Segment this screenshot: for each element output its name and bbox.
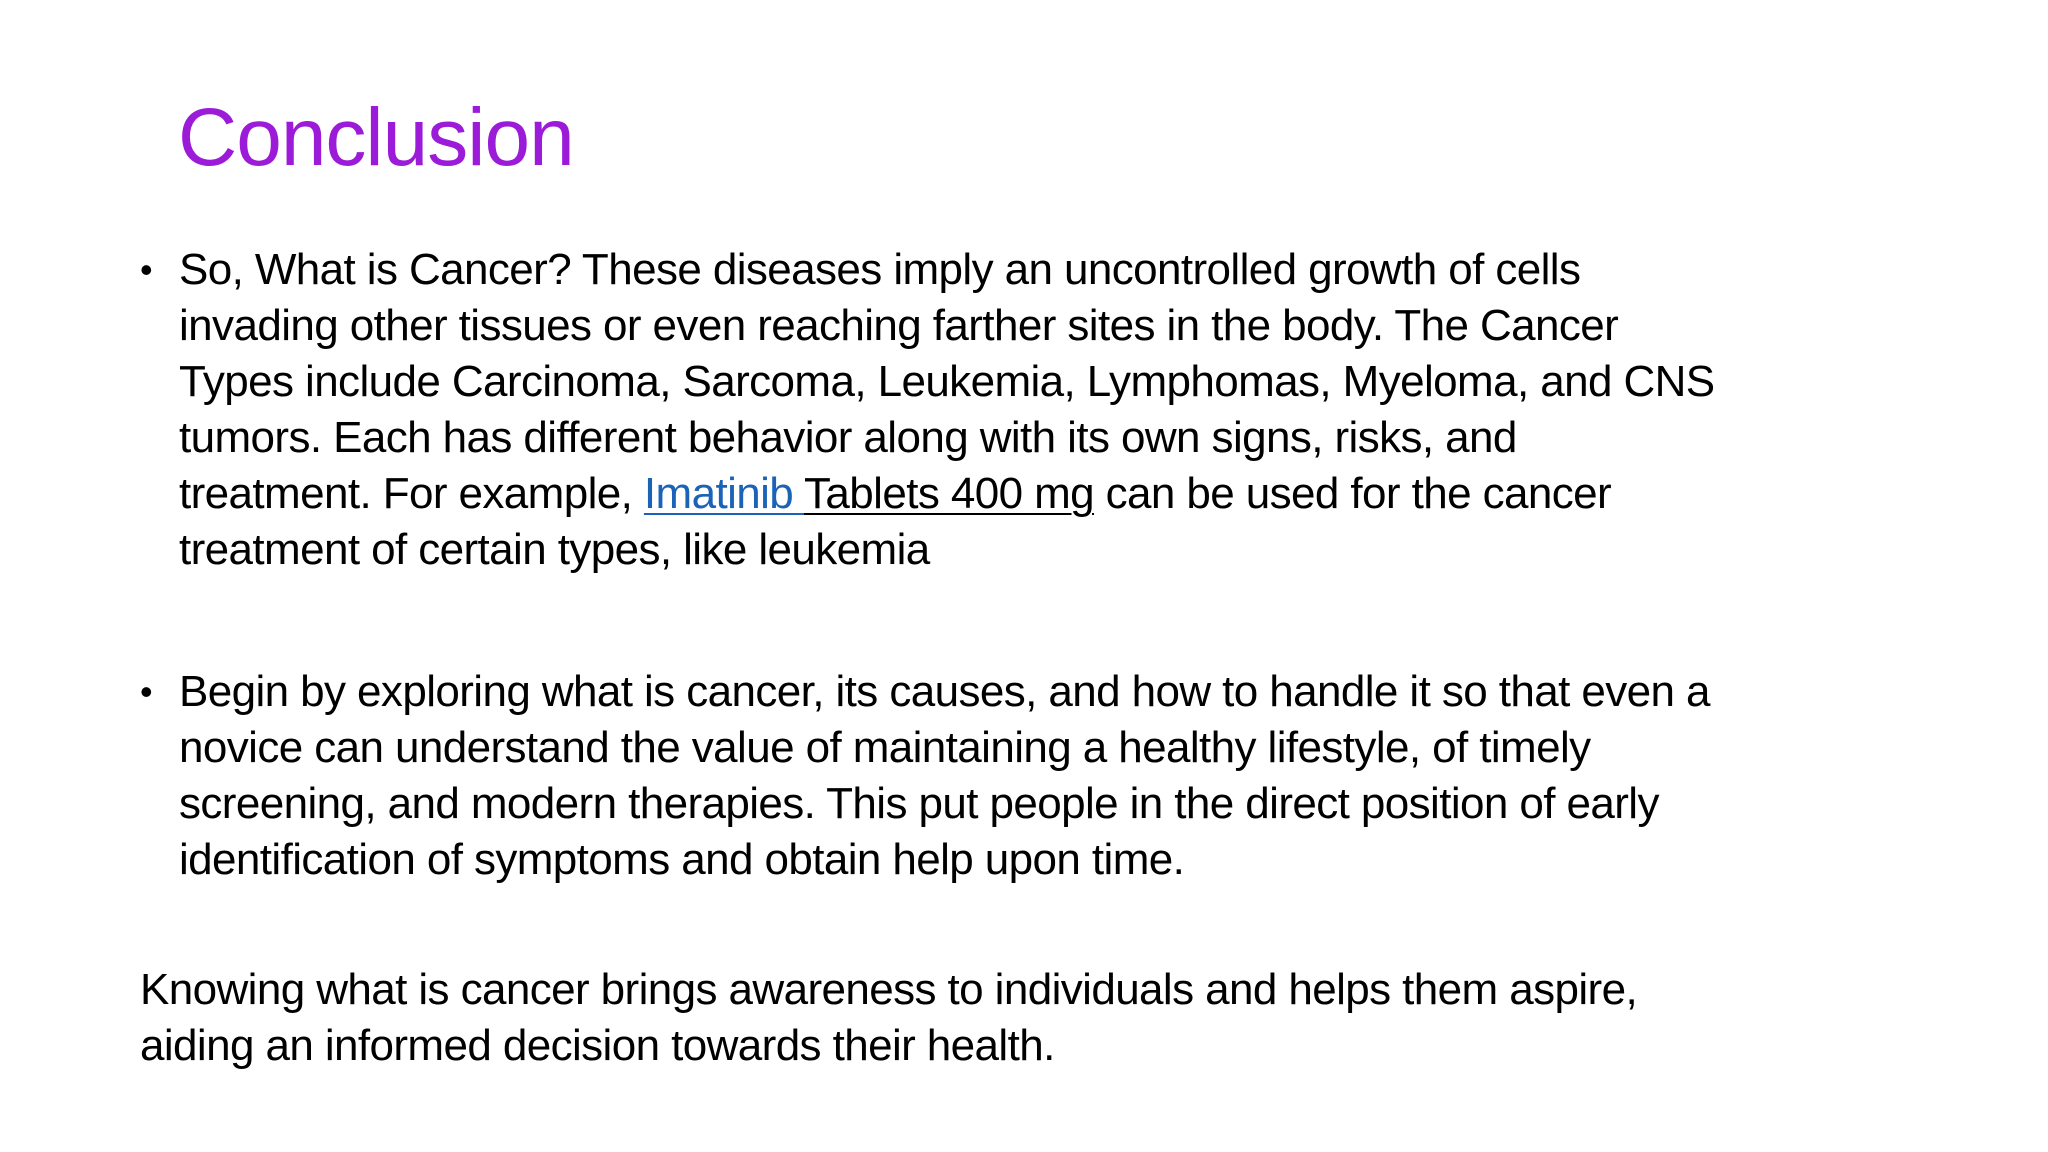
bullet-item-what-is-cancer: [140, 242, 1940, 578]
paragraph-line-with-link: [179, 466, 1940, 522]
bullet-item-begin-exploring: [140, 664, 1940, 888]
paragraph-line: treatment of certain types, like leukemia: [179, 525, 930, 574]
paragraph-line: Begin by exploring what is cancer, its causes, and how to handle it so that even a: [179, 667, 1710, 716]
paragraph-line: tumors. Each has different behavior along with its own signs, risks, and: [179, 413, 1517, 462]
conclusion-line: aiding an informed decision towards their health.: [140, 1021, 1055, 1070]
bullet-list: [140, 242, 1940, 888]
bullet-dot-icon: •: [140, 671, 153, 712]
paragraph-line: screening, and modern therapies. This put people in the direct position of early: [179, 779, 1659, 828]
link-line-suffix: can be used for the cancer: [1094, 469, 1612, 518]
tablets-400-mg-underlined-text: Tablets 400 mg: [804, 469, 1095, 518]
conclusion-line: Knowing what is cancer brings awareness to individuals and helps them aspire,: [140, 965, 1638, 1014]
bullet-dot-icon: •: [140, 249, 153, 290]
slide-title: Conclusion: [178, 92, 574, 183]
conclusion-paragraph: [140, 962, 1940, 1074]
link-line-prefix: treatment. For example,: [179, 469, 644, 518]
paragraph-line: novice can understand the value of maintaining a healthy lifestyle, of timely: [179, 723, 1591, 772]
imatinib-link[interactable]: Imatinib: [643, 469, 805, 518]
paragraph-line: So, What is Cancer? These diseases imply an uncontrolled growth of cells: [179, 245, 1581, 294]
paragraph-line: Types include Carcinoma, Sarcoma, Leukemia, Lymphomas, Myeloma, and CNS: [179, 357, 1715, 406]
paragraph-line: identification of symptoms and obtain help upon time.: [179, 835, 1185, 884]
paragraph-line: invading other tissues or even reaching farther sites in the body. The Cancer: [179, 301, 1619, 350]
